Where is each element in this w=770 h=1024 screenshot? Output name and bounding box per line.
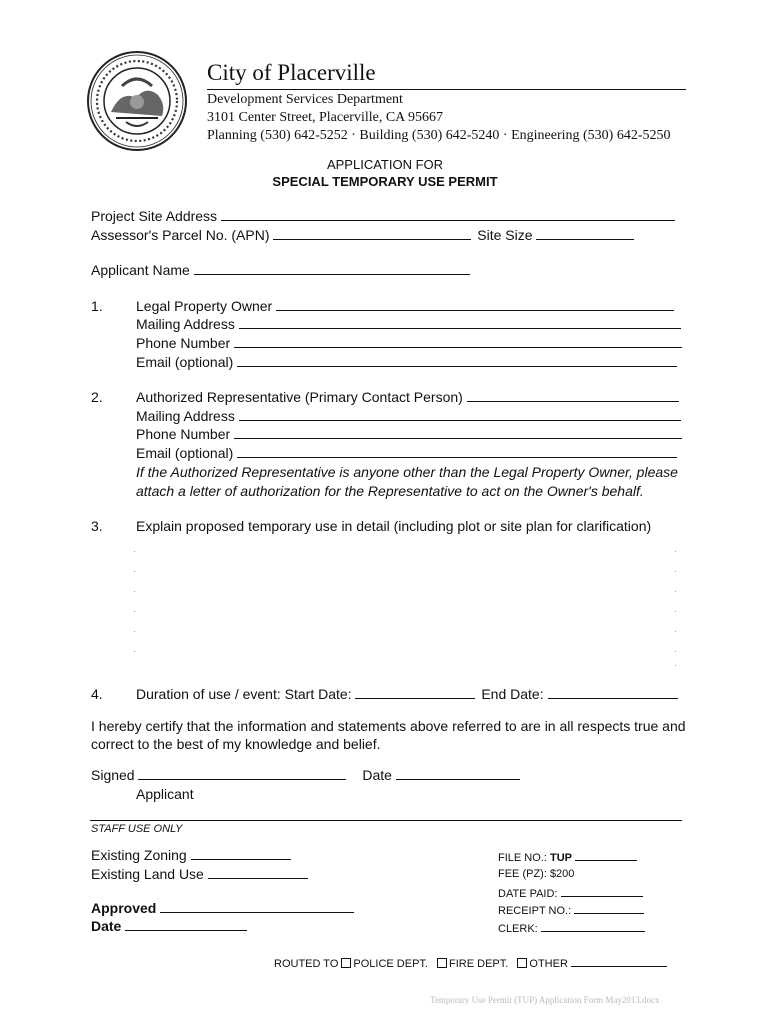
use-description-area[interactable] xyxy=(134,545,679,670)
right-dot-guide xyxy=(675,545,676,670)
apn-field[interactable] xyxy=(91,227,634,243)
department-phones: Planning (530) 642-5252 · Building (530) 642-5240 · Engineering (530) 642-5250 xyxy=(207,128,671,143)
owner-email-label: Email (optional) xyxy=(136,354,234,370)
footer-filename: Temporary Use Permit (TUP) Application Form May2013.docx xyxy=(430,995,660,1005)
city-name: City of Placerville xyxy=(207,60,376,85)
rep-mailing-line[interactable] xyxy=(239,408,681,421)
owner-label: Legal Property Owner xyxy=(136,298,273,314)
police-label: POLICE DEPT. xyxy=(353,958,428,970)
approved-line[interactable] xyxy=(160,900,354,913)
section4-number: 4. xyxy=(91,686,103,702)
approved-date-label: Date xyxy=(91,918,122,934)
project-site-address-label: Project Site Address xyxy=(91,208,218,224)
owner-phone-field[interactable] xyxy=(136,335,682,351)
receipt-field[interactable] xyxy=(498,903,644,917)
rep-field[interactable] xyxy=(136,389,679,405)
date-paid-field[interactable] xyxy=(498,886,643,900)
rep-label: Authorized Representative (Primary Contact Person) xyxy=(136,389,463,405)
signature-line[interactable] xyxy=(138,767,346,780)
apn-line[interactable] xyxy=(273,227,471,240)
clerk-line[interactable] xyxy=(541,921,645,932)
routed-to-label: ROUTED TO xyxy=(274,958,339,970)
file-no-field[interactable] xyxy=(498,850,637,864)
file-no-label: FILE NO.: xyxy=(498,852,547,864)
rep-note-line1: If the Authorized Representative is anyone other than the Legal Property Owner, please xyxy=(136,464,678,480)
signed-label: Signed xyxy=(91,767,135,783)
clerk-field[interactable] xyxy=(498,921,645,935)
department-address: 3101 Center Street, Placerville, CA 95667 xyxy=(207,110,444,125)
section3-prompt: Explain proposed temporary use in detail (including plot or site plan for clarification) xyxy=(136,518,652,534)
fire-label: FIRE DEPT. xyxy=(449,958,509,970)
zoning-label: Existing Zoning xyxy=(91,847,187,863)
rep-email-line[interactable] xyxy=(237,445,677,458)
owner-line[interactable] xyxy=(276,298,674,311)
apn-label: Assessor's Parcel No. (APN) xyxy=(91,227,270,243)
date-paid-line[interactable] xyxy=(561,886,643,897)
owner-mailing-field[interactable] xyxy=(136,316,681,332)
police-checkbox[interactable] xyxy=(341,958,351,968)
end-date-line[interactable] xyxy=(548,686,678,699)
receipt-label: RECEIPT NO.: xyxy=(498,905,572,917)
signature-date-label: Date xyxy=(362,767,392,783)
rep-mailing-label: Mailing Address xyxy=(136,408,235,424)
section3-number: 3. xyxy=(91,518,103,534)
staff-use-heading: STAFF USE ONLY xyxy=(91,823,183,835)
approved-label: Approved xyxy=(91,900,157,916)
rep-note-line2: attach a letter of authorization for the Representative to act on the Owner's behalf. xyxy=(136,483,644,499)
header-rule xyxy=(207,89,686,90)
land-use-label: Existing Land Use xyxy=(91,866,204,882)
owner-mailing-label: Mailing Address xyxy=(136,316,235,332)
fee-text: FEE (PZ): $200 xyxy=(498,868,575,880)
staff-divider xyxy=(90,820,682,821)
owner-phone-label: Phone Number xyxy=(136,335,231,351)
rep-mailing-field[interactable] xyxy=(136,408,681,424)
approved-field[interactable] xyxy=(91,900,354,916)
routing-row xyxy=(274,956,667,970)
applicant-name-label: Applicant Name xyxy=(91,262,190,278)
file-no-line[interactable] xyxy=(575,850,637,861)
other-label: OTHER xyxy=(529,958,568,970)
applicant-name-field[interactable] xyxy=(91,262,470,278)
start-date-line[interactable] xyxy=(355,686,475,699)
rep-line[interactable] xyxy=(467,389,679,402)
signature-date-line[interactable] xyxy=(396,767,520,780)
duration-field[interactable] xyxy=(136,686,678,702)
other-checkbox[interactable] xyxy=(517,958,527,968)
rep-phone-line[interactable] xyxy=(234,426,682,439)
approved-date-line[interactable] xyxy=(125,918,247,931)
owner-field[interactable] xyxy=(136,298,674,314)
owner-mailing-line[interactable] xyxy=(239,316,681,329)
project-site-address-line[interactable] xyxy=(221,208,675,221)
end-date-label: End Date: xyxy=(481,686,544,702)
applicant-name-line[interactable] xyxy=(194,262,470,275)
project-site-address-field[interactable] xyxy=(91,208,675,224)
rep-phone-label: Phone Number xyxy=(136,426,231,442)
receipt-line[interactable] xyxy=(574,903,644,914)
city-seal-logo xyxy=(86,50,188,152)
title-line2: SPECIAL TEMPORARY USE PERMIT xyxy=(272,174,498,189)
title-line1: APPLICATION FOR xyxy=(326,157,444,172)
rep-email-field[interactable] xyxy=(136,445,677,461)
left-dot-guide xyxy=(134,545,135,670)
date-paid-label: DATE PAID: xyxy=(498,888,558,900)
site-size-label: Site Size xyxy=(477,227,533,243)
rep-email-label: Email (optional) xyxy=(136,445,234,461)
zoning-line[interactable] xyxy=(191,847,291,860)
signature-field[interactable] xyxy=(91,767,520,783)
certify-line1: I hereby certify that the information and statements above referred to are in all respects true and xyxy=(91,718,686,734)
land-use-line[interactable] xyxy=(208,866,308,879)
certify-line2: correct to the best of my knowledge and belief. xyxy=(91,736,381,752)
department-name: Development Services Department xyxy=(207,92,403,107)
land-use-field[interactable] xyxy=(91,866,308,882)
section1-number: 1. xyxy=(91,298,103,314)
start-date-label: Duration of use / event: Start Date: xyxy=(136,686,352,702)
other-line[interactable] xyxy=(571,956,667,967)
file-no-prefix: TUP xyxy=(549,852,572,864)
section2-number: 2. xyxy=(91,389,103,405)
site-size-line[interactable] xyxy=(536,227,634,240)
owner-phone-line[interactable] xyxy=(234,335,682,348)
clerk-label: CLERK: xyxy=(498,923,538,935)
approved-date-field[interactable] xyxy=(91,918,247,934)
owner-email-line[interactable] xyxy=(237,354,677,367)
rep-phone-field[interactable] xyxy=(136,426,682,442)
zoning-field[interactable] xyxy=(91,847,291,863)
owner-email-field[interactable] xyxy=(136,354,677,370)
applicant-caption: Applicant xyxy=(136,786,194,802)
fire-checkbox[interactable] xyxy=(437,958,447,968)
